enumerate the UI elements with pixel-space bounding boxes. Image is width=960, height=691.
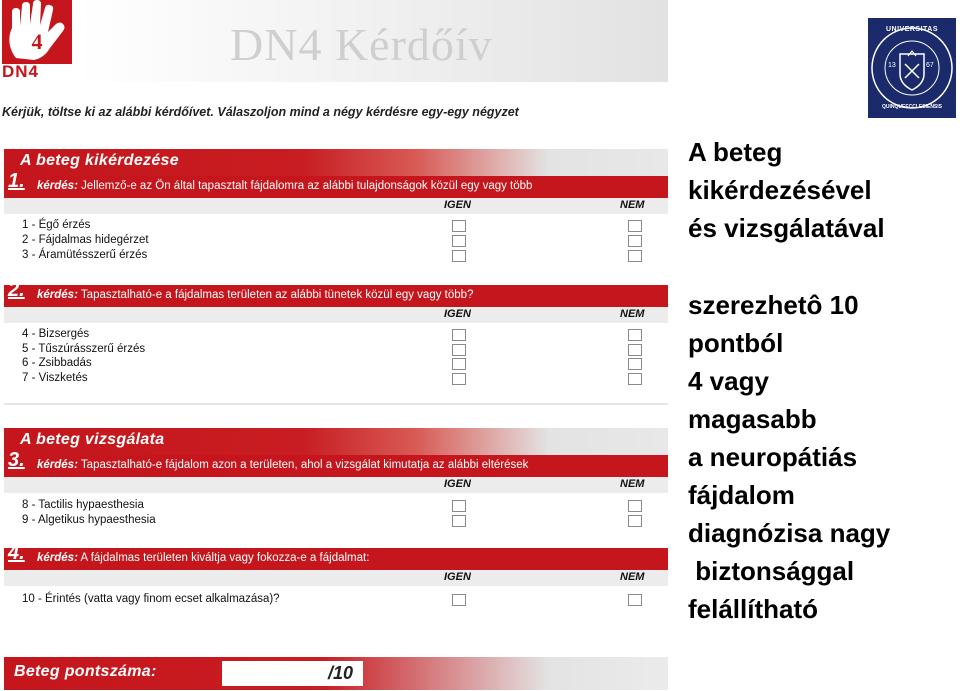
question-text [37, 289, 473, 301]
yes-checkbox[interactable] [452, 358, 466, 370]
question-number: 4. [8, 542, 25, 564]
question-number: 2. [8, 279, 25, 301]
dn4-logo [2, 0, 72, 82]
svg-text:4: 4 [31, 29, 43, 54]
score-bar [4, 657, 668, 690]
symptom-item: 3 - Áramütésszerű érzés [22, 249, 148, 261]
symptom-item: 1 - Égő érzés [22, 219, 91, 231]
yes-checkbox[interactable] [452, 500, 466, 512]
question-body: A fájdalmas területen kiváltja vagy fokozza-e a fájdalmat: [80, 552, 370, 564]
no-column-label: NEM [620, 199, 645, 211]
section-divider [4, 403, 668, 405]
no-checkbox[interactable] [628, 594, 642, 606]
question-text [37, 180, 532, 192]
section-header-examination [4, 428, 668, 456]
no-checkbox[interactable] [628, 235, 642, 247]
question-body: Jellemző-e az Ön által tapasztalt fájdalomra az alábbi tulajdonságok közül egy vagy több [81, 180, 533, 192]
question-2-bar [4, 279, 668, 307]
logo-text: DN4 [2, 62, 40, 81]
yes-checkbox[interactable] [452, 594, 466, 606]
section-title: A beteg kikérdezése [20, 152, 179, 169]
seal-text-top: UNIVERSITAS [885, 26, 939, 33]
symptom-item: 8 - Tactilis hypaesthesia [22, 499, 144, 511]
no-checkbox[interactable] [628, 373, 642, 385]
heading-line: A beteg [688, 137, 783, 167]
question-text [37, 459, 528, 471]
score-field[interactable] [222, 661, 363, 686]
body-line: pontból [688, 328, 784, 358]
no-checkbox[interactable] [628, 220, 642, 232]
answer-columns [4, 198, 668, 214]
university-crest-icon [868, 18, 956, 118]
no-checkbox[interactable] [628, 329, 642, 341]
body-line: fájdalom [688, 480, 795, 510]
symptom-item: 5 - Tűszúrásszerű érzés [22, 343, 146, 355]
university-seal [868, 18, 956, 118]
answer-columns [4, 570, 668, 586]
symptom-item: 10 - Érintés (vatta vagy finom ecset alkalmazása)? [22, 593, 280, 605]
form-title: DN4 Kérdőív [230, 19, 493, 70]
seal-year-left: 13 [888, 62, 896, 69]
question-label: kérdés: [37, 459, 78, 471]
yes-checkbox[interactable] [452, 344, 466, 356]
body-line: 4 vagy [688, 366, 769, 396]
body-line: a neuropátiás [688, 442, 858, 472]
no-column-label: NEM [620, 308, 645, 320]
seal-year-right: 67 [926, 62, 934, 69]
body-line: magasabb [688, 404, 817, 434]
heading-line: kikérdezésével [688, 175, 872, 205]
question-3-bar [4, 449, 668, 477]
no-checkbox[interactable] [628, 358, 642, 370]
yes-checkbox[interactable] [452, 250, 466, 262]
question-1-bar [4, 170, 668, 198]
question-number: 3. [8, 449, 25, 471]
explanation-heading [688, 133, 885, 247]
no-checkbox[interactable] [628, 250, 642, 262]
question-body: Tapasztalható-e a fájdalmas területen az alábbi tünetek közül egy vagy több? [80, 289, 474, 301]
seal-text-bottom: QUINQUEECCLESIENSIS [881, 104, 942, 110]
yes-column-label: IGEN [444, 199, 471, 211]
no-checkbox[interactable] [628, 500, 642, 512]
explanation-body [688, 286, 890, 628]
no-column-label: NEM [620, 478, 645, 490]
body-line: diagnózisa nagy [688, 518, 891, 548]
answer-columns [4, 307, 668, 323]
symptom-item: 6 - Zsibbadás [22, 357, 92, 369]
yes-checkbox[interactable] [452, 235, 466, 247]
section-title: A beteg vizsgálata [20, 431, 165, 448]
body-line: felállítható [688, 594, 819, 624]
question-number: 1. [8, 170, 25, 192]
title-banner [78, 0, 668, 82]
body-line: biztonsággal [688, 556, 855, 586]
score-label: Beteg pontszáma: [14, 663, 157, 680]
answer-columns [4, 477, 668, 493]
no-checkbox[interactable] [628, 344, 642, 356]
question-label: kérdés: [37, 180, 78, 192]
question-label: kérdés: [37, 289, 78, 301]
yes-column-label: IGEN [444, 571, 471, 583]
form-instructions: Kérjük, töltse ki az alábbi kérdőívet. Válaszoljon mind a négy kérdésre egy-egy négyzet [2, 105, 519, 119]
yes-column-label: IGEN [444, 308, 471, 320]
no-checkbox[interactable] [628, 515, 642, 527]
symptom-item: 2 - Fájdalmas hidegérzet [22, 234, 149, 246]
heading-line: és vizsgálatával [688, 213, 885, 243]
question-label: kérdés: [37, 552, 78, 564]
symptom-item: 7 - Viszketés [22, 372, 88, 384]
symptom-item: 9 - Algetikus hypaesthesia [22, 514, 156, 526]
yes-checkbox[interactable] [452, 373, 466, 385]
question-text [37, 552, 369, 564]
yes-column-label: IGEN [444, 478, 471, 490]
score-value: /10 [327, 663, 353, 683]
yes-checkbox[interactable] [452, 329, 466, 341]
body-line: szerezhetô 10 [688, 290, 859, 320]
question-4-bar [4, 542, 668, 570]
section-header-interview [4, 149, 668, 177]
symptom-item: 4 - Bizsergés [22, 328, 90, 340]
yes-checkbox[interactable] [452, 515, 466, 527]
yes-checkbox[interactable] [452, 220, 466, 232]
question-body: Tapasztalható-e fájdalom azon a területen, ahol a vizsgálat kimutatja az alábbi eltérések [80, 459, 529, 471]
no-column-label: NEM [620, 571, 645, 583]
